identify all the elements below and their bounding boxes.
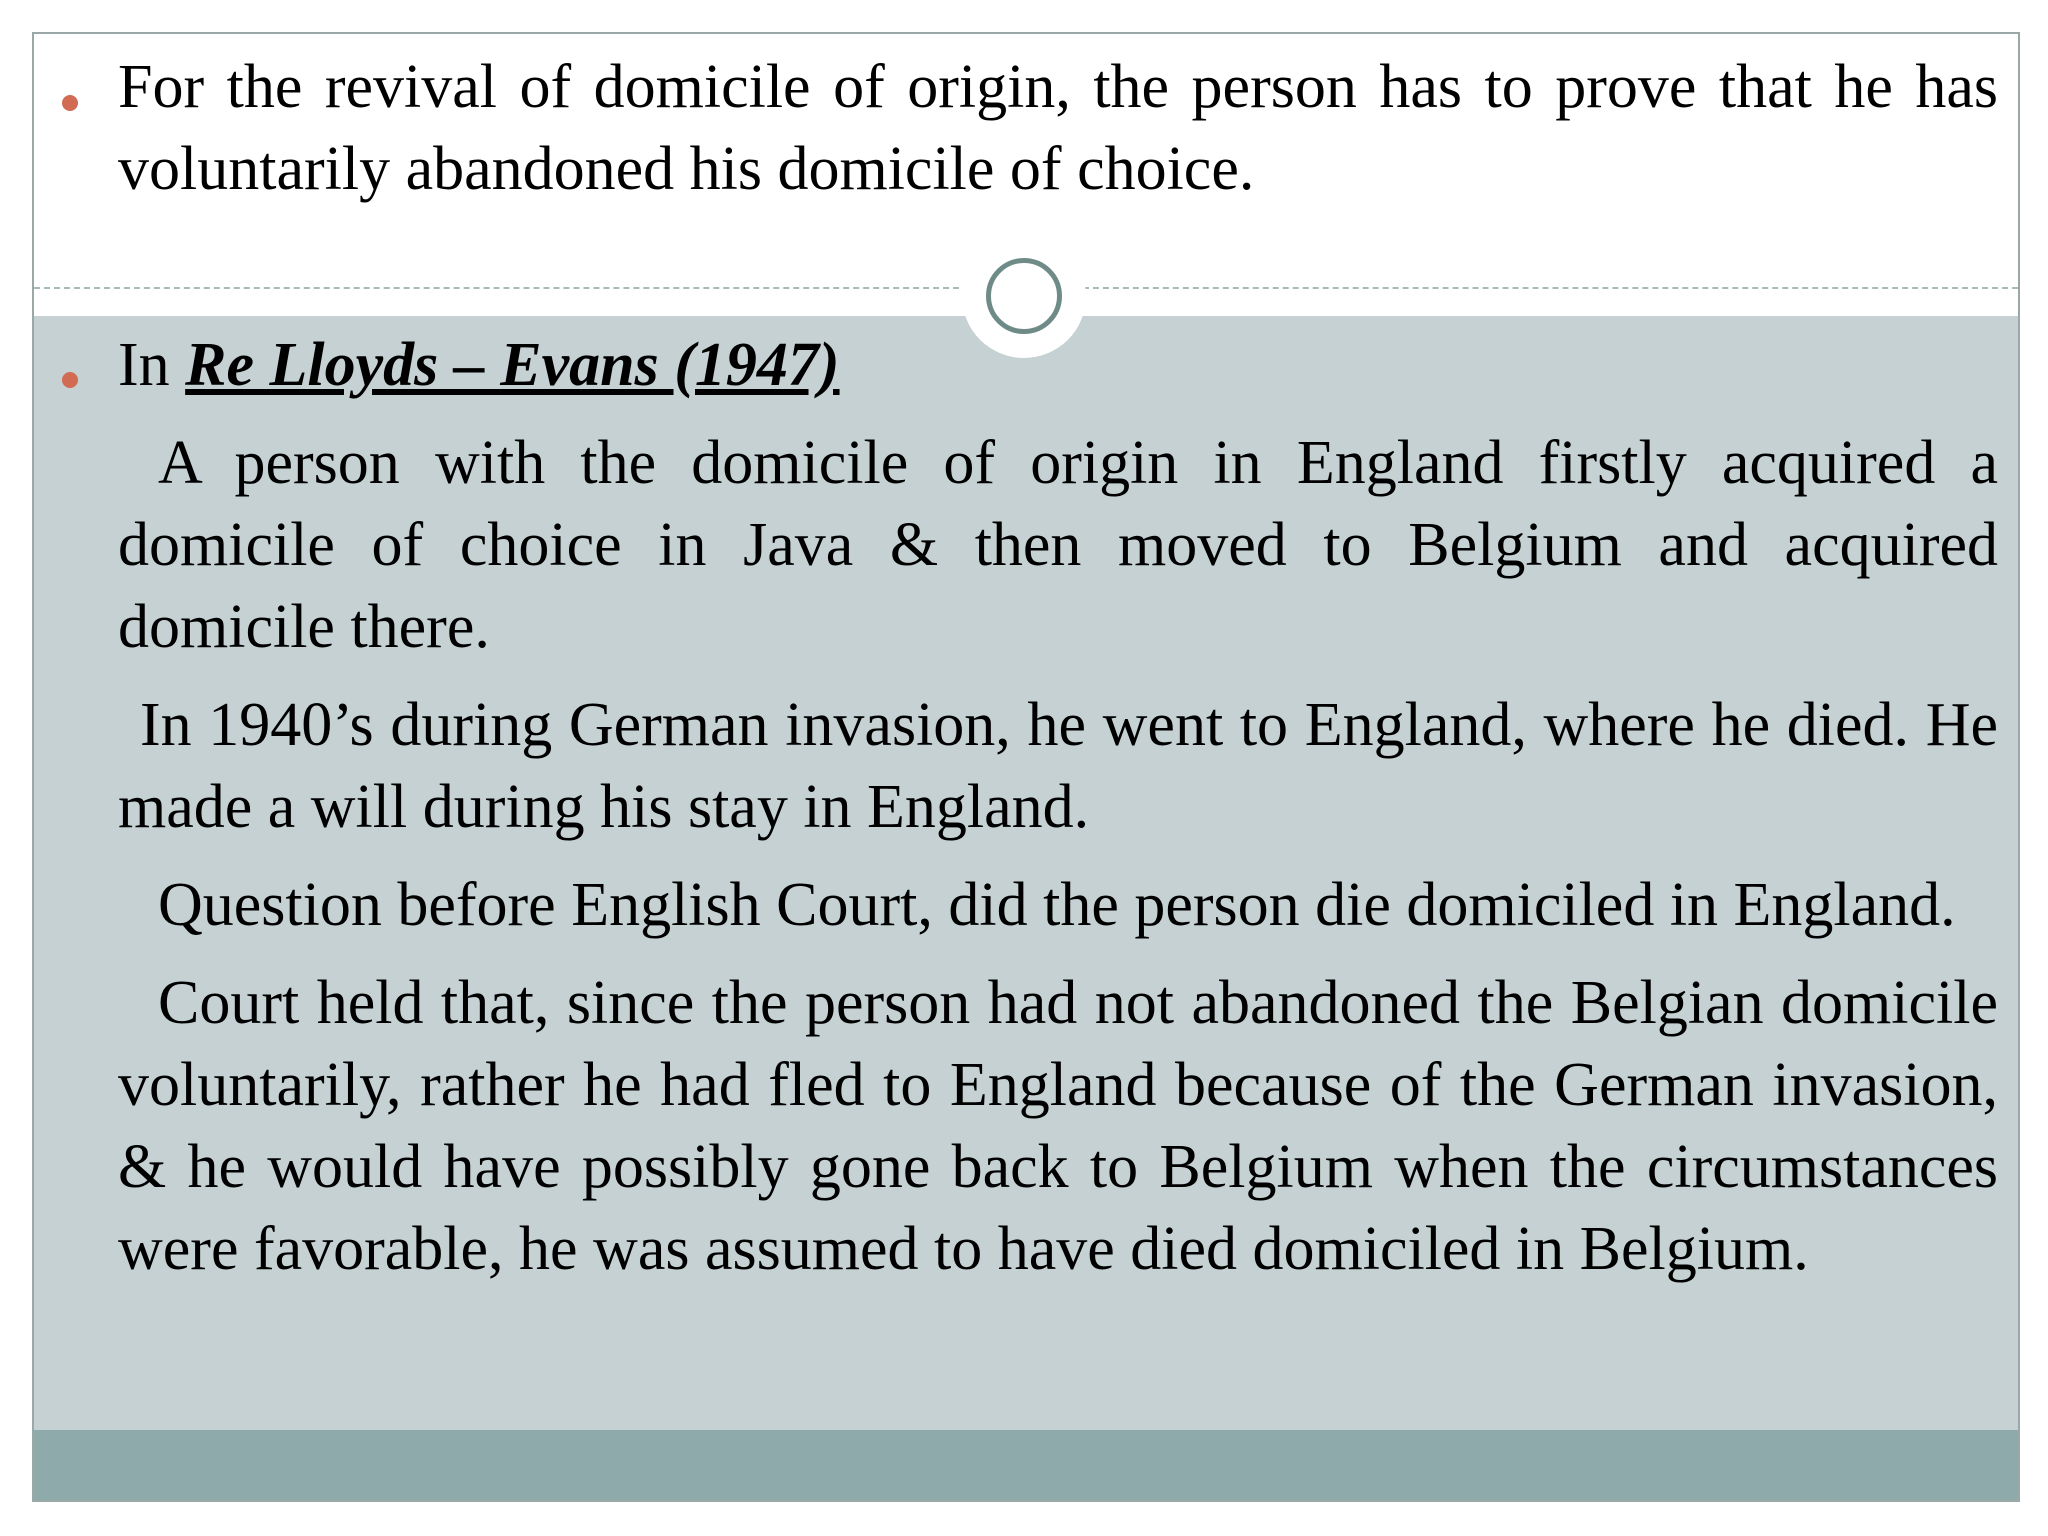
divider-ring-outer [986, 258, 1062, 334]
case-prefix: In [118, 331, 186, 399]
paragraph-text: A person with the domicile of origin in England firstly acquired a domicile of choice in Java & then moved to Belgium and acquired domicile there. [118, 429, 1998, 661]
case-heading [118, 324, 1998, 406]
paragraph [118, 684, 1998, 848]
bullet-icon [62, 372, 78, 388]
content-text-block [118, 324, 1998, 1290]
footer-bar [34, 1430, 2018, 1500]
paragraph [118, 962, 1998, 1290]
paragraph-text: Court held that, since the person had not abandoned the Belgian domicile voluntarily, rather he had fled to England because of the German invasion, & he would have possibly gone back to Belgium when the circumstances were favorable, he was assumed to have died domiciled in Belgium. [118, 969, 1998, 1283]
paragraph [118, 864, 1998, 946]
case-name: Re Lloyds – Evans (1947) [185, 331, 840, 399]
slide [32, 32, 2020, 1502]
paragraph-text: In 1940’s during German invasion, he went to England, where he died. He made a will during his stay in England. [118, 691, 1998, 841]
paragraph-text: Question before English Court, did the person die domiciled in England. [158, 871, 1956, 939]
paragraph [118, 422, 1998, 668]
title-text-block [118, 46, 1998, 210]
bullet-icon [62, 95, 78, 111]
title-text: For the revival of domicile of origin, the person has to prove that he has voluntarily abandoned his domicile of choice. [118, 53, 1998, 203]
